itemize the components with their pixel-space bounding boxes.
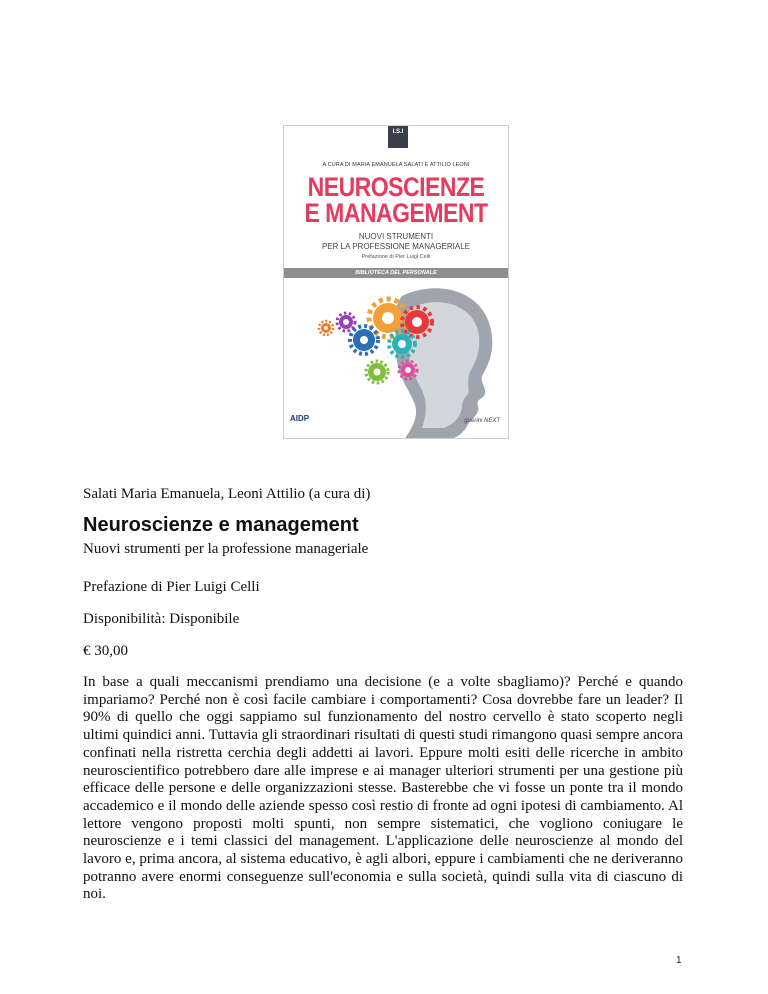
cover-subtitle-line1: NUOVI STRUMENTI (358, 232, 434, 241)
book-availability: Disponibilità: Disponibile (83, 611, 240, 627)
gear-icon-purple (337, 313, 355, 331)
gear-icon-small-orange (319, 321, 333, 335)
cover-title-line2: E MANAGEMENT (304, 197, 488, 228)
page-number: 1 (676, 955, 682, 966)
book-authors: Salati Maria Emanuela, Leoni Attilio (a cura di) (83, 486, 371, 502)
cover-title-line1: NEUROSCIENZE (307, 171, 485, 202)
head-with-gears-illustration (284, 278, 509, 439)
gear-icon-blue (350, 326, 378, 354)
book-cover-image (283, 125, 509, 439)
book-preface: Prefazione di Pier Luigi Celli (83, 579, 260, 595)
cover-subtitle-line2: PER LA PROFESSIONE MANAGERIALE (321, 242, 471, 251)
publisher-series-logo: I.S.I (388, 126, 408, 148)
book-price: € 30,00 (83, 643, 128, 659)
cover-editors-line: A CURA DI MARIA EMANUELA SALATI E ATTILIO LEONI (322, 162, 470, 168)
publisher-logo: guerini NEXT (464, 418, 500, 424)
book-description: In base a quali meccanismi prendiamo una decisione (e a volte sbagliamo)? Perché e quando impariamo? Perché non è così facile cambiare i comportamenti? Cosa dovrebbe fare un leader? Il 90% di quello che oggi sappiamo sul funzionamento del nostro cervello è stato scoperto negli ultimi quindici anni. Tuttavia gli straordinari risultati di questi studi rimangono quasi sempre ancora confinati nella ristretta cerchia degli addetti ai lavori. Eppure molti esiti delle ricerche in ambito neuroscientifico potrebbero dare alle imprese e ai manager ulteriori strumenti per una gestione più efficace delle persone e delle organizzazioni stesse. Basterebbe che vi fosse un ponte tra il mondo accademico e il mondo delle aziende spesso così restio di fronte ad ogni ipotesi di cambiamento. Al lettore vengono proposti molti spunti, non sempre sistematici, che vogliono coniugare le neuroscienze e i temi classici del management. L'applicazione delle neuroscienze al mondo del lavoro e, prima ancora, al sistema educativo, è agli albori, eppure i cambiamenti che ne deriveranno potranno avere enormi conseguenze sull'economia e sulla società, quindi sulla vita di ciascuno di noi. (83, 674, 683, 903)
book-subtitle: Nuovi strumenti per la professione manageriale (83, 541, 369, 557)
gear-icon-green (366, 361, 388, 383)
cover-series-band: BIBLIOTECA DEL PERSONALE (284, 268, 508, 278)
cover-preface-line: Prefazione di Pier Luigi Celli (361, 254, 431, 260)
aidp-logo: AIDP (290, 414, 310, 423)
book-title: Neuroscienze e management (83, 514, 359, 536)
